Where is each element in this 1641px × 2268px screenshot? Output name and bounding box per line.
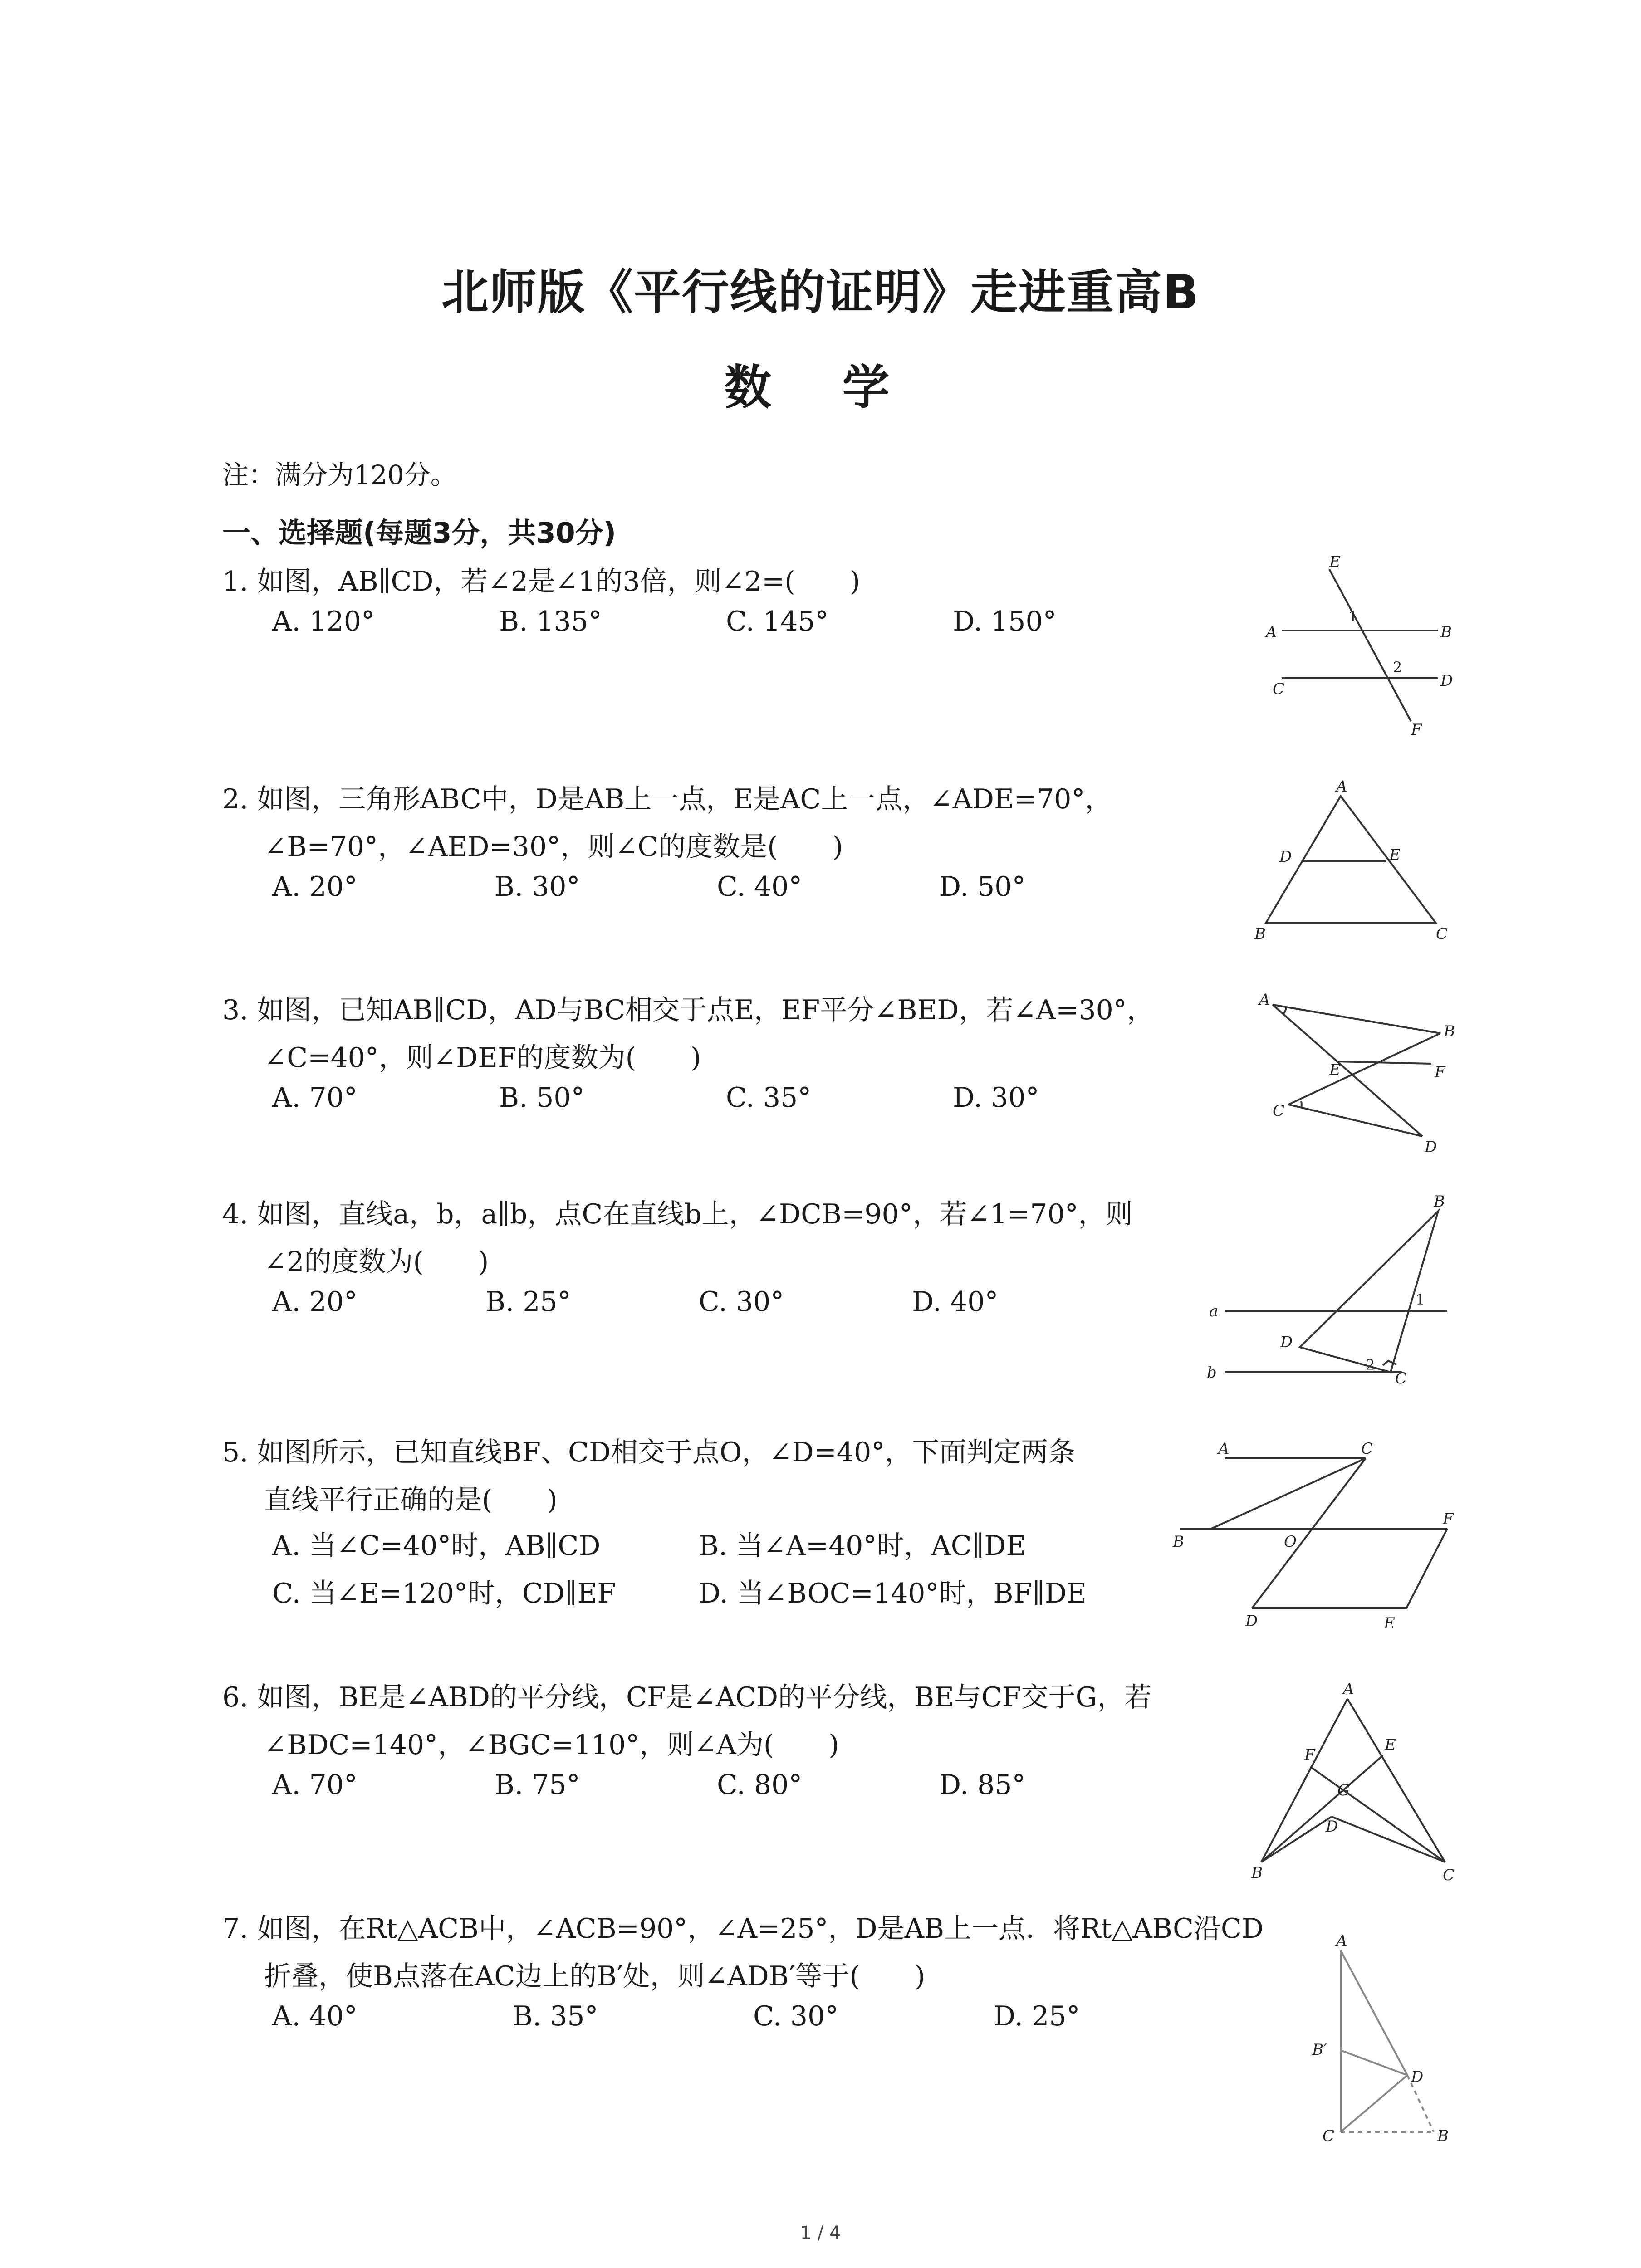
q2-option-c: C. 40° [717,871,803,903]
f4-label-a: a [1209,1302,1219,1320]
f7-label-bprime: B′ [1312,2041,1327,2059]
question-3-stem-line2: ∠C=40°，则∠DEF的度数为( ) [264,1042,701,1074]
f7-label-b: B [1437,2127,1449,2145]
f1-label-f: F [1411,721,1422,735]
f5-label-b: B [1173,1533,1184,1551]
q6-option-b: B. 75° [495,1769,580,1801]
f7-label-a: A [1336,1932,1347,1950]
f4-label-c: C [1395,1369,1407,1388]
f3-label-d: D [1425,1138,1437,1156]
figure-q2 [1243,771,1461,943]
f2-label-e: E [1389,846,1401,864]
f1-label-a: A [1266,623,1277,641]
f3-label-b: B [1444,1022,1455,1041]
q6-option-d: D. 85° [939,1769,1026,1801]
f6-label-a: A [1343,1680,1354,1698]
f4-angle-2: 2 [1366,1356,1375,1374]
q2-option-b: B. 30° [495,871,580,903]
f5-label-e: E [1384,1614,1395,1633]
question-5-stem: 5. 如图所示，已知直线BF、CD相交于点O，∠D=40°，下面判定两条 [222,1437,1076,1468]
f3-label-a: A [1259,991,1270,1009]
f1-label-b: B [1440,623,1452,641]
f4-label-d: D [1280,1333,1293,1351]
f1-angle-1: 1 [1348,608,1358,625]
q7-option-b: B. 35° [513,2000,598,2032]
question-1-stem: 1. 如图，AB∥CD，若∠2是∠1的3倍，则∠2=( ) [222,566,861,597]
q2-option-d: D. 50° [939,871,1026,903]
q5-option-b: B. 当∠A=40°时，AC∥DE [699,1530,1026,1562]
f6-label-b: B [1251,1864,1263,1882]
figure-q4 [1202,1184,1474,1393]
page-title: 北师版《平行线的证明》走进重高B [441,264,1200,320]
f2-label-d: D [1279,848,1292,866]
f5-label-o: O [1284,1533,1297,1551]
f6-label-c: C [1443,1866,1455,1884]
f5-label-a: A [1218,1440,1230,1458]
f2-label-b: B [1254,925,1266,943]
q5-option-d: D. 当∠BOC=140°时，BF∥DE [699,1578,1087,1609]
page-number: 1 / 4 [800,2223,841,2244]
q7-option-c: C. 30° [753,2000,839,2032]
q4-option-b: B. 25° [485,1286,571,1318]
f6-label-d: D [1326,1818,1338,1836]
f1-angle-2: 2 [1393,659,1402,676]
f1-label-c: C [1273,680,1285,698]
question-6-stem: 6. 如图，BE是∠ABD的平分线，CF是∠ACD的平分线，BE与CF交于G，若 [222,1681,1152,1713]
f5-label-d: D [1245,1612,1258,1630]
q3-option-d: D. 30° [953,1082,1039,1114]
q7-option-d: D. 25° [994,2000,1080,2032]
q3-option-b: B. 50° [499,1082,585,1114]
f4-label-lineb: b [1207,1364,1217,1382]
q4-option-a: A. 20° [272,1286,358,1318]
f6-label-f: F [1304,1746,1315,1764]
q7-option-a: A. 40° [272,2000,358,2032]
f1-label-e: E [1329,553,1341,571]
question-6-stem-line2: ∠BDC=140°，∠BGC=110°，则∠A为( ) [264,1729,839,1761]
q6-option-a: A. 70° [272,1769,358,1801]
figure-q5 [1161,1429,1470,1656]
f4-angle-1: 1 [1416,1291,1425,1308]
f3-label-c: C [1273,1102,1285,1120]
question-7-stem: 7. 如图，在Rt△ACB中，∠ACB=90°，∠A=25°，D是AB上一点．将Rt△ABC沿CD [222,1913,1264,1945]
f7-label-d: D [1411,2068,1424,2086]
f7-label-c: C [1323,2127,1335,2145]
q2-option-a: A. 20° [272,871,358,903]
figure-q3 [1248,984,1465,1157]
question-4-stem: 4. 如图，直线a，b，a∥b，点C在直线b上，∠DCB=90°，若∠1=70°，则 [222,1198,1133,1230]
q6-option-c: C. 80° [717,1769,803,1801]
figure-q6 [1239,1674,1465,1892]
figure-q7 [1288,1928,1470,2155]
f2-label-c: C [1436,925,1448,943]
f5-label-c: C [1361,1440,1373,1458]
question-2-stem: 2. 如图，三角形ABC中，D是AB上一点，E是AC上一点，∠ADE=70°， [222,783,1112,815]
q3-option-a: A. 70° [272,1082,358,1114]
f3-label-f: F [1435,1063,1445,1081]
subject-title: 数 学 [724,360,917,415]
q1-option-c: C. 145° [726,606,829,637]
f3-label-e: E [1329,1061,1341,1079]
f2-label-a: A [1336,777,1347,796]
f1-label-d: D [1440,672,1453,690]
q1-option-a: A. 120° [272,606,375,637]
q1-option-d: D. 150° [953,606,1057,637]
q5-option-c: C. 当∠E=120°时，CD∥EF [272,1578,616,1609]
f6-label-g: G [1337,1781,1350,1799]
f6-label-e: E [1385,1736,1396,1754]
question-2-stem-line2: ∠B=70°，∠AED=30°，则∠C的度数是( ) [264,831,843,863]
question-4-stem-line2: ∠2的度数为( ) [264,1246,489,1278]
q4-option-c: C. 30° [699,1286,784,1318]
f4-label-b: B [1434,1193,1445,1211]
q5-option-a: A. 当∠C=40°时，AB∥CD [272,1530,601,1562]
score-note: 注：满分为120分。 [222,459,457,490]
figure-q1 [1248,553,1465,735]
question-7-stem-line2: 折叠，使B点落在AC边上的B′处，则∠ADB′等于( ) [264,1960,926,1992]
q4-option-d: D. 40° [912,1286,999,1318]
q1-option-b: B. 135° [499,606,602,637]
q3-option-c: C. 35° [726,1082,812,1114]
section-heading: 一、选择题(每题3分，共30分) [222,516,617,549]
question-5-stem-line2: 直线平行正确的是( ) [264,1484,558,1516]
f5-label-f: F [1443,1510,1454,1528]
question-3-stem: 3. 如图，已知AB∥CD，AD与BC相交于点E，EF平分∠BED，若∠A=30°， [222,994,1154,1026]
